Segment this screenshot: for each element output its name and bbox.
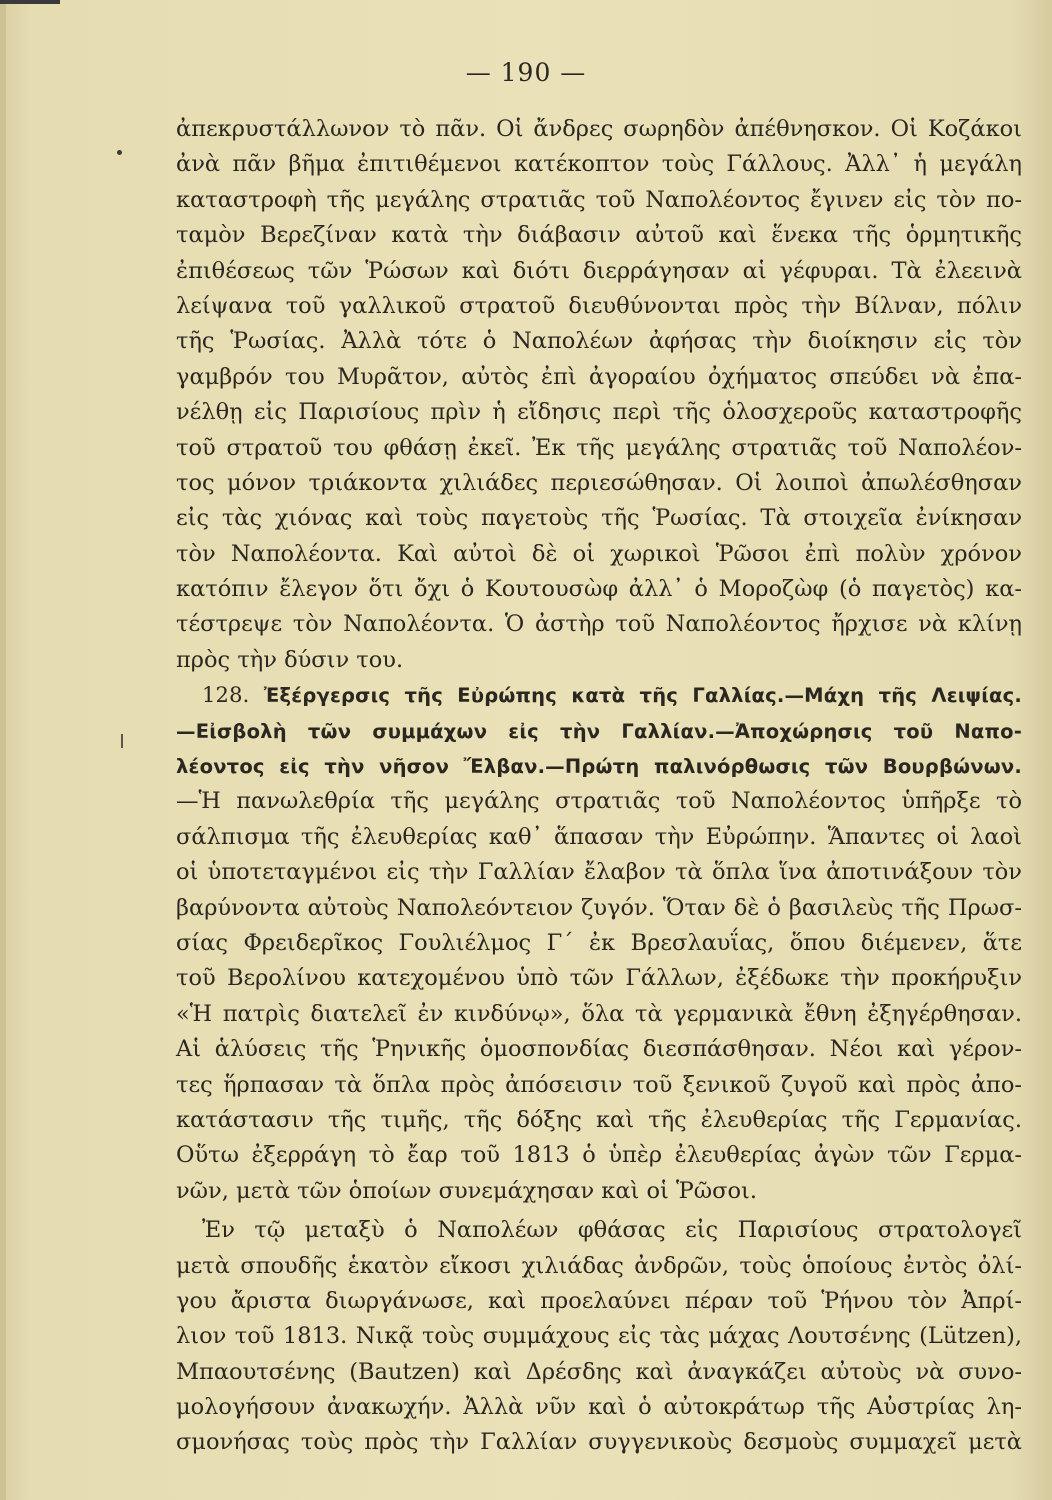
- text-line: Μπαουτσένης (Bautzen) καὶ Δρέσδης καὶ ἀναγκάζει αὐτοὺς νὰ συνο-: [176, 1358, 1022, 1385]
- page-left-edge: [0, 0, 6, 1500]
- text-line: σάλπισμα τῆς ἐλευθερίας καθ᾽ ἅπασαν τὴν Εὐρώπην. Ἅπαντες οἱ λαοὶ: [176, 823, 1022, 850]
- section-heading-line: —Εἰσβολὴ τῶν συμμάχων εἰς τὴν Γαλλίαν.—Ἀποχώρησις τοῦ Ναπο-: [176, 719, 1022, 743]
- text-line: Οὕτω ἐξερράγη τὸ ἔαρ τοῦ 1813 ὁ ὑπὲρ ἐλευθερίας ἀγὼν τῶν Γερμα-: [176, 1142, 1022, 1169]
- paragraph-1: [176, 112, 1022, 678]
- text-line: νέλθῃ εἰς Παρισίους πρὶν ἡ εἴδησις περὶ τῆς ὁλοσχεροῦς καταστροφῆς: [176, 399, 1022, 426]
- text-line: γαμβρόν του Μυρᾶτον, αὐτὸς ἐπὶ ἀγοραίου ὀχήματος σπεύδει νὰ ἐπα-: [176, 363, 1022, 390]
- text-line: ἀνὰ πᾶν βῆμα ἐπιτιθέμενοι κατέκοπτον τοὺς Γάλλους. Ἀλλ᾽ ἡ μεγάλη: [176, 151, 1022, 178]
- page-number: — 190 —: [465, 58, 587, 87]
- text-line: τες ἥρπασαν τὰ ὅπλα πρὸς ἀπόσεισιν τοῦ ξενικοῦ ζυγοῦ καὶ πρὸς ἀπο-: [176, 1071, 1022, 1098]
- text-line: σμονήσας τοὺς πρὸς τὴν Γαλλίαν συγγενικοὺς δεσμοὺς συμμαχεῖ μετὰ: [176, 1429, 1022, 1456]
- text-line: εἰς τὰς χιόνας καὶ τοὺς παγετοὺς τῆς Ῥωσίας. Τὰ στοιχεῖα ἐνίκησαν: [176, 505, 1022, 532]
- text-line: τοῦ Βερολίνου κατεχομένου ὑπὸ τῶν Γάλλων, ἐξέδωκε τὴν προκήρυξιν: [176, 965, 1022, 992]
- text-line: Ἐν τῷ μεταξὺ ὁ Ναπολέων φθάσας εἰς Παρισίους στρατολογεῖ: [202, 1217, 1022, 1244]
- text-line: τῆς Ῥωσίας. Ἀλλὰ τότε ὁ Ναπολέων ἀφήσας τὴν διοίκησιν εἰς τὸν: [176, 328, 1022, 355]
- section-heading-text: Ἐξέργερσις τῆς Εὐρώπης κατὰ τῆς Γαλλίας.—Μάχη τῆς Λειψίας.: [263, 684, 1022, 708]
- text-line: κατάστασιν τῆς τιμῆς, τῆς δόξης καὶ τῆς ἐλευθερίας τῆς Γερμανίας.: [176, 1106, 1022, 1133]
- text-line: —Ἡ πανωλεθρία τῆς μεγάλης στρατιᾶς τοῦ Ναπολέοντος ὑπῆρξε τὸ: [176, 788, 1022, 815]
- text-line: τέστρεψε τὸν Ναπολέοντα. Ὁ ἀστὴρ τοῦ Ναπολέοντος ἤρχισε νὰ κλίνῃ: [176, 611, 1022, 638]
- text-line: λιον τοῦ 1813. Νικᾷ τοὺς συμμάχους εἰς τὰς μάχας Λουτσένης (Lützen),: [176, 1323, 1022, 1350]
- text-line: τος μόνον τριάκοντα χιλιάδες περιεσώθησαν. Οἱ λοιποὶ ἀπωλέσθησαν: [176, 469, 1022, 496]
- text-line: κατόπιν ἔλεγον ὅτι ὄχι ὁ Κουτουσὼφ ἀλλ᾽ ὁ Μοροζὼφ (ὁ παγετὸς) κα-: [176, 576, 1022, 603]
- text-line: τοῦ στρατοῦ του φθάσῃ ἐκεῖ. Ἐκ τῆς μεγάλης στρατιᾶς τοῦ Ναπολέον-: [176, 434, 1022, 461]
- section-number: 128.: [202, 683, 250, 708]
- text-line: σίας Φρειδερῖκος Γουλιέλμος Γ´ ἐκ Βρεσλαυΐας, ὅπου διέμενεν, ἅτε: [176, 929, 1022, 956]
- text-line: Αἱ ἁλύσεις τῆς Ῥηνικῆς ὁμοσπονδίας διεσπάσθησαν. Νέοι καὶ γέρον-: [176, 1036, 1022, 1063]
- text-line: ταμὸν Βερεζίναν κατὰ τὴν διάβασιν αὐτοῦ καὶ ἕνεκα τῆς ὁρμητικῆς: [176, 222, 1022, 249]
- margin-dot-mark: [117, 150, 122, 155]
- page-text: [176, 112, 1022, 1461]
- text-line: τὸν Ναπολέοντα. Καὶ αὐτοὶ δὲ οἱ χωρικοὶ Ῥῶσοι ἐπὶ πολὺν χρόνον: [176, 540, 1022, 567]
- text-line: νῶν, μετὰ τῶν ὁποίων συνεμάχησαν καὶ οἱ Ῥῶσοι.: [176, 1177, 758, 1204]
- paragraph-3: [176, 1213, 1022, 1461]
- text-line: λείψανα τοῦ γαλλικοῦ στρατοῦ διευθύνονται πρὸς τὴν Βίλναν, πόλιν: [176, 292, 1022, 319]
- text-line: ἀπεκρυστάλλωνον τὸ πᾶν. Οἱ ἄνδρες σωρηδὸν ἀπέθνησκον. Οἱ Κοζάκοι: [176, 116, 1022, 142]
- text-line: πρὸς τὴν δύσιν του.: [176, 646, 404, 673]
- text-line: «Ἡ πατρὶς διατελεῖ ἐν κινδύνῳ», ὅλα τὰ γερμανικὰ ἔθνη ἐξηγέρθησαν.: [176, 1000, 1022, 1027]
- section-heading-line: [176, 678, 1022, 713]
- text-line: μολογήσουν ἀνακωχήν. Ἀλλὰ νῦν καὶ ὁ αὐτοκράτωρ τῆς Αὐστρίας λη-: [176, 1394, 1022, 1421]
- text-line: γου ἄριστα διωργάνωσε, καὶ προελαύνει πέραν τοῦ Ῥήνου τὸν Ἀπρί-: [176, 1287, 1022, 1314]
- text-line: ἐπιθέσεως τῶν Ῥώσων καὶ διότι διερράγησαν αἱ γέφυραι. Τὰ ἐλεεινὰ: [176, 257, 1022, 284]
- text-line: καταστροφὴ τῆς μεγάλης στρατιᾶς τοῦ Ναπολέοντος ἔγινεν εἰς τὸν πο-: [176, 186, 1022, 213]
- text-line: οἱ ὑποτεταγμένοι εἰς τὴν Γαλλίαν ἔλαβον τὰ ὅπλα ἵνα ἀποτινάξουν τὸν: [176, 859, 1022, 886]
- text-line: μετὰ σπουδῆς ἑκατὸν εἴκοσι χιλιάδας ἀνδρῶν, τοὺς ὁποίους ἐντὸς ὀλί-: [176, 1252, 1022, 1279]
- section-128: [176, 678, 1022, 1209]
- section-heading-line: λέοντος εἰς τὴν νῆσον Ἔλβαν.—Πρώτη παλινόρθωσις τῶν Βουρβώνων.: [176, 755, 1022, 779]
- text-line: βαρύνοντα αὐτοὺς Ναπολεόντειον ζυγόν. Ὅταν δὲ ὁ βασιλεὺς τῆς Πρωσ-: [176, 894, 1022, 921]
- margin-tick-mark: [121, 734, 123, 748]
- page-top-edge-shadow: [0, 0, 60, 4]
